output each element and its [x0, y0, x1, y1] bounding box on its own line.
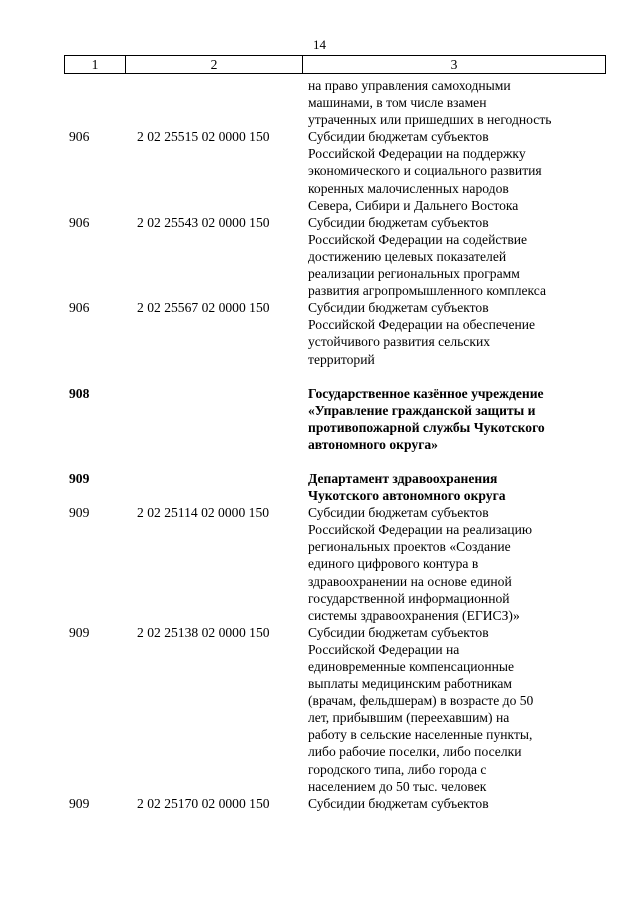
- description-line: выплаты медицинским работникам: [308, 676, 513, 692]
- admin-code: 909: [69, 470, 90, 486]
- description-line: Российской Федерации на содействие: [308, 231, 528, 247]
- description-line: либо рабочие поселки, либо поселки: [308, 744, 522, 760]
- description-line: экономического и социального развития: [308, 163, 542, 179]
- table-row-section: [0, 470, 639, 504]
- admin-code: 909: [69, 795, 90, 811]
- description-line: коренных малочисленных народов: [308, 180, 509, 196]
- description-line: государственной информационной: [308, 590, 510, 606]
- table-row: [0, 299, 639, 367]
- table-row: [0, 504, 639, 624]
- description: [308, 77, 592, 128]
- description: [308, 795, 592, 812]
- description-line: достижению целевых показателей: [308, 248, 507, 264]
- description-line: Субсидии бюджетам субъектов: [308, 129, 489, 145]
- description-line: лет, прибывшим (переехавшим) на: [308, 710, 510, 726]
- table-row: [0, 128, 639, 213]
- description-line: (врачам, фельдшерам) в возрасте до 50: [308, 693, 534, 709]
- admin-code: 909: [69, 505, 90, 521]
- budget-code: 2 02 25515 02 0000 150: [137, 129, 270, 145]
- table-header: [64, 55, 606, 74]
- admin-code: 906: [69, 214, 90, 230]
- description: [308, 214, 592, 299]
- description-line: Чукотского автономного округа: [308, 488, 506, 504]
- section-title: [308, 385, 592, 453]
- description-line: реализации региональных программ: [308, 266, 520, 282]
- header-col-1: 1: [65, 56, 126, 73]
- description-line: здравоохранении на основе единой: [308, 573, 512, 589]
- description-line: Государственное казённое учреждение: [308, 385, 544, 401]
- description-line: территорий: [308, 351, 375, 367]
- description: [308, 128, 592, 213]
- description-line: утраченных или пришедших в негодность: [308, 112, 552, 128]
- table-row-section: [0, 385, 639, 453]
- description: [308, 624, 592, 795]
- admin-code: 906: [69, 129, 90, 145]
- description: [308, 504, 592, 624]
- description-line: Субсидии бюджетам субъектов: [308, 214, 489, 230]
- description-line: Субсидии бюджетам субъектов: [308, 505, 489, 521]
- description-line: единого цифрового контура в: [308, 556, 479, 572]
- page-number: 14: [313, 37, 326, 52]
- description-line: «Управление гражданской защиты и: [308, 402, 536, 418]
- budget-code: 2 02 25567 02 0000 150: [137, 300, 270, 316]
- description-line: Субсидии бюджетам субъектов: [308, 795, 489, 811]
- description-line: Российской Федерации на реализацию: [308, 522, 533, 538]
- description-line: противопожарной службы Чукотского: [308, 419, 545, 435]
- description-line: региональных проектов «Создание: [308, 539, 511, 555]
- description-line: развития агропромышленного комплекса: [308, 283, 547, 299]
- description-line: единовременные компенсационные: [308, 659, 515, 674]
- header-col-3: 3: [450, 57, 458, 72]
- table-row: [0, 77, 639, 128]
- description-line: автономного округа»: [308, 436, 438, 452]
- table-row: [0, 795, 639, 812]
- budget-code: 2 02 25138 02 0000 150: [137, 624, 270, 640]
- budget-code: 2 02 25543 02 0000 150: [137, 214, 270, 230]
- description-line: Российской Федерации на поддержку: [308, 146, 526, 162]
- description-line: на право управления самоходными: [308, 78, 511, 93]
- budget-code: 2 02 25114 02 0000 150: [137, 505, 270, 521]
- section-title: [308, 470, 592, 504]
- description-line: Севера, Сибири и Дальнего Востока: [308, 197, 519, 213]
- budget-code: 2 02 25170 02 0000 150: [137, 795, 270, 811]
- description-line: устойчивого развития сельских: [308, 334, 491, 350]
- description-line: работу в сельские населенные пункты,: [308, 727, 533, 743]
- description-line: городского типа, либо города с: [308, 761, 487, 777]
- description-line: населением до 50 тыс. человек: [308, 778, 487, 794]
- table-row: [0, 214, 639, 299]
- admin-code: 908: [69, 385, 90, 401]
- description: [308, 299, 592, 367]
- admin-code: 909: [69, 624, 90, 640]
- description-line: Субсидии бюджетам субъектов: [308, 624, 489, 640]
- description-line: системы здравоохранения (ЕГИСЗ)»: [308, 607, 520, 623]
- description-line: Российской Федерации на обеспечение: [308, 317, 536, 333]
- table-body: [0, 77, 639, 812]
- description-line: машинами, в том числе взамен: [308, 95, 487, 111]
- description-line: Субсидии бюджетам субъектов: [308, 300, 489, 316]
- description-line: Российской Федерации на: [308, 641, 460, 657]
- header-col-2: 2: [126, 56, 303, 73]
- admin-code: 906: [69, 300, 90, 316]
- table-row: [0, 624, 639, 795]
- description-line: Департамент здравоохранения: [308, 470, 498, 486]
